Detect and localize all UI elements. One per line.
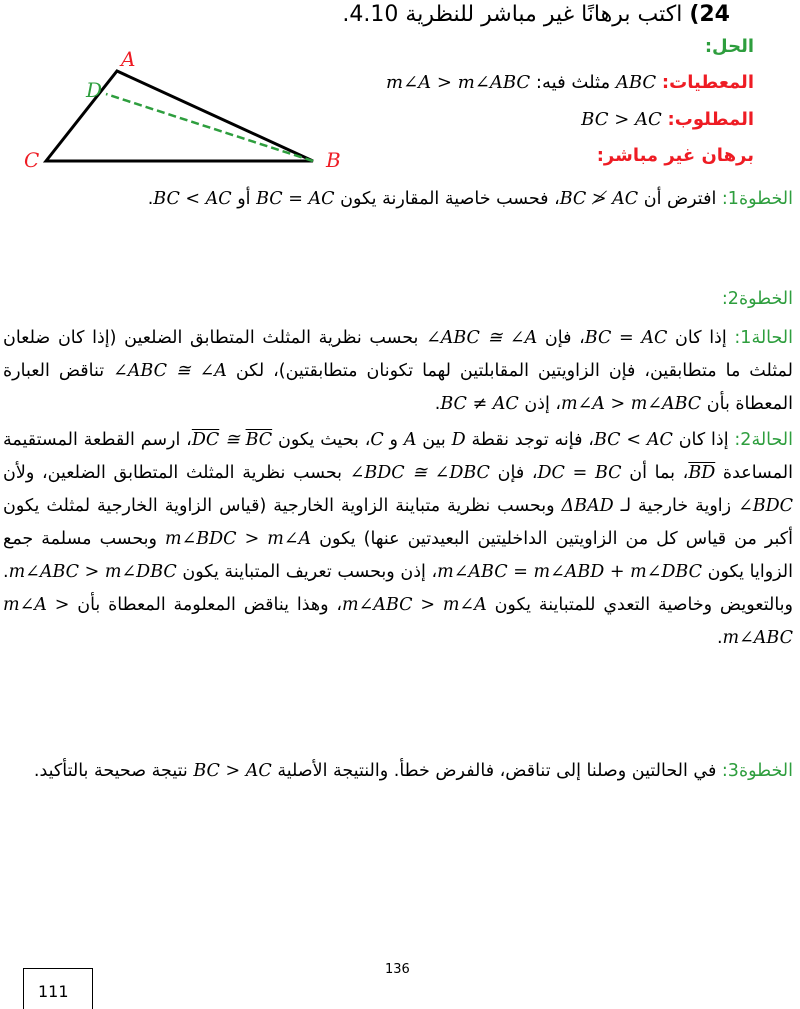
- exercise-title: اكتب برهانًا غير مباشر للنظرية 4.10.: [342, 2, 683, 27]
- step3-label: الخطوة3:: [721, 761, 793, 781]
- case2-math: m∠A > m∠ABC: [3, 595, 793, 648]
- case1-math: BC = AC: [584, 328, 668, 348]
- case2-text: ، بما أن: [621, 463, 689, 483]
- case2-text: و: [383, 430, 404, 450]
- page-box-number: 111: [38, 982, 69, 1001]
- case2-math: ∠BDC ≅ ∠DBC: [349, 463, 490, 483]
- exercise-number: 24): [689, 2, 730, 27]
- segment-BD-label: $\overline{BD}$: [688, 463, 716, 483]
- case1-math: m∠A > m∠ABC: [561, 394, 702, 414]
- given-triangle: ABC: [615, 72, 657, 93]
- case2-text: وبحسب نظرية متباينة الزاوية الخارجية (قياس الزاوية الخارجية لمثلث يكون أكبر من قياس كل من الزاويتين الداخليتين البعيدتين عنها) يكون: [3, 496, 793, 549]
- step2-label: الخطوة2:: [721, 289, 793, 309]
- segment-DC: $\overline{DC}$: [191, 430, 220, 450]
- page-box: [23, 968, 93, 1009]
- case2-text: ، فإن: [489, 463, 538, 483]
- case2-paragraph: [3, 424, 793, 655]
- step3-paragraph: [3, 755, 793, 788]
- step3-text: في الحالتين وصلنا إلى تناقض، فالفرض خطأ. والنتيجة الأصلية: [271, 761, 722, 781]
- given-label: المعطيات:: [661, 72, 754, 93]
- step1-paragraph: [3, 183, 793, 216]
- required-math: BC > AC: [581, 109, 662, 130]
- case2-text: وبحسب مسلمة جمع الزوايا يكون: [3, 529, 794, 582]
- exercise-header: [342, 2, 730, 27]
- step1-text: ، فحسب خاصية المقارنة يكون: [334, 189, 560, 209]
- case2-text: ، ارسم القطعة المستقيمة المساعدة: [3, 430, 793, 483]
- case1-text: بحسب نظرية المثلث المتطابق الضلعين (إذا كان ضلعان لمثلث ما متطابقين، فإن الزاويتين المقابلتين لهما تكونان متطابقتين)، لكن: [3, 328, 793, 381]
- page-number: 136: [385, 962, 410, 977]
- case2-math: m∠ABC = m∠ABD + m∠DBC: [437, 562, 702, 582]
- step1-math: BC = AC: [256, 189, 335, 209]
- solution-label: الحل:: [704, 36, 754, 57]
- required-label: المطلوب:: [667, 109, 754, 130]
- case1-text: تناقض العبارة المعطاة بأن: [3, 361, 793, 414]
- given-mid-text: مثلث فيه:: [530, 72, 616, 93]
- case2-text: ، فإنه توجد نقطة: [465, 430, 594, 450]
- case2-text: بين: [416, 430, 452, 450]
- required-line: [581, 109, 754, 130]
- case2-label: الحالة2:: [734, 430, 793, 450]
- case2-text: ، بحيث يكون: [272, 430, 371, 450]
- segment-BC: $\overline{BC}$: [245, 430, 273, 450]
- case1-math: ∠ABC ≅ ∠A: [113, 361, 227, 381]
- step1-label: الخطوة1:: [721, 189, 793, 209]
- case2-math: DC = BC: [537, 463, 622, 483]
- case2-math: m∠ABC > m∠A: [342, 595, 487, 615]
- step3-math: BC > AC: [193, 761, 272, 781]
- case1-text: ، فإن: [537, 328, 585, 348]
- given-line: [386, 72, 754, 93]
- case2-text: .: [716, 628, 723, 648]
- case2-text: زاوية خارجية لـ: [613, 496, 739, 516]
- vertex-label-A: A: [121, 47, 136, 71]
- step1-math: BC ≯ AC: [559, 189, 639, 209]
- case1-text: .: [434, 394, 441, 414]
- vertex-label-B: B: [326, 148, 341, 172]
- vertex-label-D: D: [86, 78, 103, 102]
- case1-math: BC ≠ AC: [440, 394, 519, 414]
- case1-paragraph: [3, 322, 793, 421]
- case2-text: بحسب نظرية المثلث المتطابق الضلعين، ولأن: [3, 463, 350, 483]
- case2-math-congruent-segments: [192, 430, 272, 450]
- step3-text: نتيجة صحيحة بالتأكيد.: [33, 761, 194, 781]
- segment-BD: [106, 94, 313, 161]
- step1-text: أو: [231, 189, 257, 209]
- case2-math: m∠ABC > m∠DBC: [8, 562, 177, 582]
- congruent-symbol: ≅: [219, 430, 246, 450]
- case2-math: m∠BDC > m∠A: [165, 529, 312, 549]
- case2-text: ، إذن وبحسب تعريف المتباينة يكون: [176, 562, 438, 582]
- step2-paragraph: [3, 283, 793, 316]
- case2-math: ∠BDC: [738, 496, 794, 516]
- case2-math: BC < AC: [593, 430, 673, 450]
- case1-math: ∠ABC ≅ ∠A: [426, 328, 538, 348]
- case2-text: . وبالتعويض وخاصية التعدي للمتباينة يكون: [3, 562, 793, 615]
- case2-math: A: [403, 430, 417, 450]
- case1-text: ، إذن: [518, 394, 562, 414]
- vertex-label-C: C: [24, 148, 40, 172]
- case2-math: C: [370, 430, 384, 450]
- case1-label: الحالة1:: [734, 328, 793, 348]
- step1-math: BC < AC: [153, 189, 232, 209]
- case1-text: إذا كان: [667, 328, 735, 348]
- case2-math: ΔBAD: [561, 496, 614, 516]
- case2-math: D: [451, 430, 466, 450]
- case2-text: إذا كان: [672, 430, 735, 450]
- proof-title: برهان غير مباشر:: [596, 145, 754, 166]
- step1-text: افترض أن: [638, 189, 722, 209]
- step1-text: .: [147, 189, 154, 209]
- case2-text: ، وهذا يناقض المعلومة المعطاة بأن: [69, 595, 343, 615]
- given-math: m∠A > m∠ABC: [386, 72, 531, 93]
